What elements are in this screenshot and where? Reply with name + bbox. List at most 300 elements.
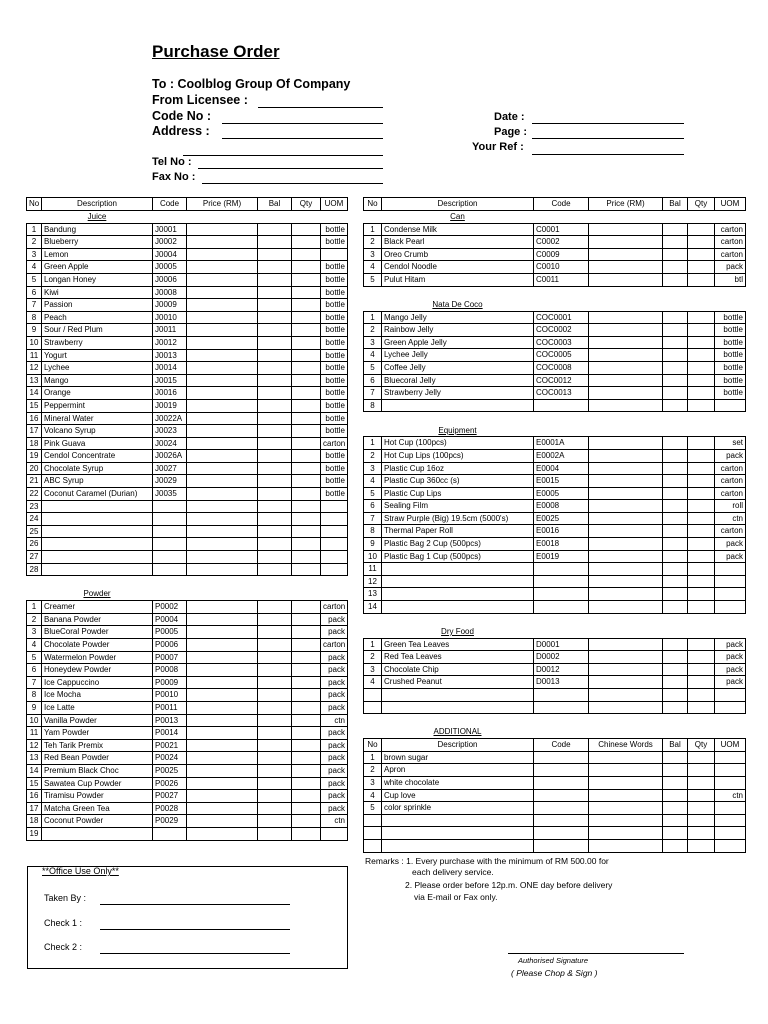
tel-no-field[interactable] <box>198 168 383 169</box>
code-no-field[interactable] <box>222 123 383 124</box>
price-cell[interactable] <box>589 223 663 236</box>
bal-cell[interactable] <box>663 802 688 815</box>
qty-cell[interactable] <box>292 286 321 299</box>
qty-cell[interactable] <box>292 563 321 576</box>
qty-cell[interactable] <box>292 324 321 337</box>
bal-cell[interactable] <box>663 588 688 601</box>
qty-cell[interactable] <box>292 488 321 501</box>
bal-cell[interactable] <box>663 563 688 576</box>
item-description: Green Apple <box>42 261 153 274</box>
price-cell[interactable] <box>589 273 663 286</box>
bal-cell[interactable] <box>663 487 688 500</box>
price-cell[interactable] <box>187 223 258 236</box>
price-cell[interactable] <box>187 790 258 803</box>
bal-cell[interactable] <box>663 776 688 789</box>
qty-cell[interactable] <box>292 311 321 324</box>
price-cell[interactable] <box>187 777 258 790</box>
bal-cell[interactable] <box>663 663 688 676</box>
qty-cell[interactable] <box>688 500 715 513</box>
price-cell[interactable] <box>589 399 663 412</box>
price-cell[interactable] <box>589 651 663 664</box>
bal-cell[interactable] <box>258 739 292 752</box>
bal-cell[interactable] <box>663 223 688 236</box>
qty-cell[interactable] <box>292 802 321 815</box>
price-cell[interactable] <box>589 487 663 500</box>
bal-cell[interactable] <box>258 752 292 765</box>
bal-cell[interactable] <box>258 827 292 840</box>
taken-by-field[interactable] <box>100 904 290 905</box>
price-cell[interactable] <box>187 538 258 551</box>
bal-cell[interactable] <box>258 475 292 488</box>
right-product-table <box>363 197 746 853</box>
price-cell[interactable] <box>589 638 663 651</box>
bal-cell[interactable] <box>258 551 292 564</box>
bal-cell[interactable] <box>258 701 292 714</box>
price-cell[interactable] <box>187 450 258 463</box>
bal-cell[interactable] <box>258 399 292 412</box>
price-cell[interactable] <box>187 437 258 450</box>
qty-cell[interactable] <box>688 324 715 337</box>
bal-cell[interactable] <box>258 538 292 551</box>
bal-cell[interactable] <box>663 814 688 827</box>
price-cell[interactable] <box>187 412 258 425</box>
bal-cell[interactable] <box>258 374 292 387</box>
price-cell[interactable] <box>187 399 258 412</box>
price-cell[interactable] <box>589 575 663 588</box>
bal-cell[interactable] <box>258 223 292 236</box>
check-2-field[interactable] <box>100 953 290 954</box>
item-description <box>42 513 153 526</box>
qty-cell[interactable] <box>292 412 321 425</box>
bal-cell[interactable] <box>663 550 688 563</box>
price-cell[interactable] <box>589 525 663 538</box>
bal-cell[interactable] <box>258 777 292 790</box>
bal-cell[interactable] <box>663 512 688 525</box>
qty-cell[interactable] <box>688 525 715 538</box>
bal-cell[interactable] <box>258 450 292 463</box>
bal-cell[interactable] <box>663 789 688 802</box>
bal-cell[interactable] <box>258 311 292 324</box>
page-field[interactable] <box>532 138 684 139</box>
bal-cell[interactable] <box>258 412 292 425</box>
bal-cell[interactable] <box>258 626 292 639</box>
qty-cell[interactable] <box>688 236 715 249</box>
bal-cell[interactable] <box>258 248 292 261</box>
bal-cell[interactable] <box>663 361 688 374</box>
bal-cell[interactable] <box>663 525 688 538</box>
uom-cell: ctn <box>715 512 746 525</box>
qty-cell[interactable] <box>688 802 715 815</box>
qty-cell[interactable] <box>688 676 715 689</box>
qty-cell[interactable] <box>688 814 715 827</box>
price-cell[interactable] <box>187 324 258 337</box>
bal-cell[interactable] <box>663 638 688 651</box>
bal-cell[interactable] <box>258 437 292 450</box>
price-cell[interactable] <box>187 802 258 815</box>
table-row <box>27 651 348 664</box>
price-cell[interactable] <box>589 764 663 777</box>
qty-cell[interactable] <box>292 601 321 614</box>
qty-cell[interactable] <box>292 676 321 689</box>
price-cell[interactable] <box>589 500 663 513</box>
uom-cell: bottle <box>321 299 348 312</box>
price-cell[interactable] <box>589 814 663 827</box>
qty-cell[interactable] <box>688 701 715 714</box>
item-description: Sour / Red Plum <box>42 324 153 337</box>
bal-cell[interactable] <box>258 261 292 274</box>
check-1-field[interactable] <box>100 929 290 930</box>
qty-cell[interactable] <box>688 361 715 374</box>
qty-cell[interactable] <box>688 387 715 400</box>
price-cell[interactable] <box>589 462 663 475</box>
bal-cell[interactable] <box>663 374 688 387</box>
bal-cell[interactable] <box>663 827 688 840</box>
price-cell[interactable] <box>589 601 663 614</box>
price-cell[interactable] <box>187 701 258 714</box>
price-cell[interactable] <box>589 475 663 488</box>
qty-cell[interactable] <box>688 663 715 676</box>
bal-cell[interactable] <box>663 575 688 588</box>
qty-cell[interactable] <box>688 512 715 525</box>
price-cell[interactable] <box>589 802 663 815</box>
qty-cell[interactable] <box>292 790 321 803</box>
bal-cell[interactable] <box>663 349 688 362</box>
row-number: 12 <box>364 575 382 588</box>
bal-cell[interactable] <box>663 462 688 475</box>
qty-cell[interactable] <box>688 601 715 614</box>
bal-cell[interactable] <box>663 273 688 286</box>
qty-cell[interactable] <box>292 689 321 702</box>
qty-cell[interactable] <box>688 839 715 852</box>
qty-cell[interactable] <box>688 248 715 261</box>
qty-cell[interactable] <box>292 362 321 375</box>
signature-line[interactable] <box>508 953 684 954</box>
bal-cell[interactable] <box>663 324 688 337</box>
bal-cell[interactable] <box>258 815 292 828</box>
price-cell[interactable] <box>187 815 258 828</box>
qty-cell[interactable] <box>688 223 715 236</box>
price-cell[interactable] <box>589 248 663 261</box>
price-cell[interactable] <box>187 639 258 652</box>
qty-cell[interactable] <box>292 399 321 412</box>
qty-cell[interactable] <box>688 563 715 576</box>
bal-cell[interactable] <box>258 651 292 664</box>
price-cell[interactable] <box>589 236 663 249</box>
price-cell[interactable] <box>187 475 258 488</box>
price-cell[interactable] <box>589 512 663 525</box>
qty-cell[interactable] <box>688 638 715 651</box>
bal-cell[interactable] <box>663 311 688 324</box>
qty-cell[interactable] <box>292 739 321 752</box>
price-cell[interactable] <box>589 588 663 601</box>
price-cell[interactable] <box>187 273 258 286</box>
qty-cell[interactable] <box>688 336 715 349</box>
qty-cell[interactable] <box>292 815 321 828</box>
bal-cell[interactable] <box>663 475 688 488</box>
price-cell[interactable] <box>187 311 258 324</box>
price-cell[interactable] <box>187 714 258 727</box>
row-number: 27 <box>27 551 42 564</box>
price-cell[interactable] <box>589 839 663 852</box>
price-cell[interactable] <box>589 336 663 349</box>
bal-cell[interactable] <box>258 387 292 400</box>
price-cell[interactable] <box>187 374 258 387</box>
price-cell[interactable] <box>589 449 663 462</box>
bal-cell[interactable] <box>258 299 292 312</box>
qty-cell[interactable] <box>292 437 321 450</box>
your-ref-field[interactable] <box>532 154 684 155</box>
price-cell[interactable] <box>187 827 258 840</box>
price-cell[interactable] <box>187 387 258 400</box>
qty-cell[interactable] <box>688 550 715 563</box>
address-field-line-1[interactable] <box>222 138 383 139</box>
price-cell[interactable] <box>187 362 258 375</box>
fax-no-field[interactable] <box>202 183 383 184</box>
price-cell[interactable] <box>589 374 663 387</box>
qty-cell[interactable] <box>292 223 321 236</box>
section-label: Nata De Coco <box>432 299 483 309</box>
qty-cell[interactable] <box>688 827 715 840</box>
price-cell[interactable] <box>589 676 663 689</box>
bal-cell[interactable] <box>663 701 688 714</box>
price-cell[interactable] <box>589 689 663 702</box>
address-field-line-2[interactable] <box>183 155 383 156</box>
price-cell[interactable] <box>187 336 258 349</box>
bal-cell[interactable] <box>663 689 688 702</box>
bal-cell[interactable] <box>663 336 688 349</box>
price-cell[interactable] <box>187 299 258 312</box>
qty-cell[interactable] <box>292 664 321 677</box>
price-cell[interactable] <box>187 739 258 752</box>
price-cell[interactable] <box>187 525 258 538</box>
bal-cell[interactable] <box>258 764 292 777</box>
price-cell[interactable] <box>187 689 258 702</box>
price-cell[interactable] <box>187 752 258 765</box>
bal-cell[interactable] <box>663 500 688 513</box>
qty-cell[interactable] <box>292 273 321 286</box>
qty-cell[interactable] <box>292 551 321 564</box>
price-cell[interactable] <box>187 563 258 576</box>
qty-cell[interactable] <box>292 236 321 249</box>
qty-cell[interactable] <box>292 425 321 438</box>
qty-cell[interactable] <box>292 525 321 538</box>
bal-cell[interactable] <box>258 790 292 803</box>
qty-cell[interactable] <box>688 538 715 551</box>
qty-cell[interactable] <box>292 349 321 362</box>
price-cell[interactable] <box>187 248 258 261</box>
bal-cell[interactable] <box>258 336 292 349</box>
qty-cell[interactable] <box>292 752 321 765</box>
price-cell[interactable] <box>589 261 663 274</box>
price-cell[interactable] <box>187 727 258 740</box>
bal-cell[interactable] <box>663 651 688 664</box>
table-row <box>27 299 348 312</box>
qty-cell[interactable] <box>688 311 715 324</box>
qty-cell[interactable] <box>292 651 321 664</box>
qty-cell[interactable] <box>292 626 321 639</box>
uom-cell: bottle <box>715 336 746 349</box>
item-description: Plastic Cup 16oz <box>382 462 534 475</box>
bal-cell[interactable] <box>258 500 292 513</box>
qty-cell[interactable] <box>292 374 321 387</box>
qty-cell[interactable] <box>292 777 321 790</box>
qty-cell[interactable] <box>688 399 715 412</box>
qty-cell[interactable] <box>688 437 715 450</box>
qty-cell[interactable] <box>292 538 321 551</box>
qty-cell[interactable] <box>688 776 715 789</box>
qty-cell[interactable] <box>292 299 321 312</box>
bal-cell[interactable] <box>258 601 292 614</box>
table-row <box>364 361 746 374</box>
item-description: Green Tea Leaves <box>382 638 534 651</box>
section-row <box>364 626 746 639</box>
qty-cell[interactable] <box>688 588 715 601</box>
bal-cell[interactable] <box>663 764 688 777</box>
bal-cell[interactable] <box>258 425 292 438</box>
bal-cell[interactable] <box>258 689 292 702</box>
price-cell[interactable] <box>187 236 258 249</box>
qty-cell[interactable] <box>688 751 715 764</box>
price-cell[interactable] <box>187 601 258 614</box>
row-number: 4 <box>364 349 382 362</box>
qty-cell[interactable] <box>292 613 321 626</box>
bal-cell[interactable] <box>258 236 292 249</box>
qty-cell[interactable] <box>292 462 321 475</box>
bal-cell[interactable] <box>663 839 688 852</box>
table-row <box>364 814 746 827</box>
price-cell[interactable] <box>187 613 258 626</box>
bal-cell[interactable] <box>258 362 292 375</box>
qty-cell[interactable] <box>292 714 321 727</box>
qty-cell[interactable] <box>688 475 715 488</box>
qty-cell[interactable] <box>292 261 321 274</box>
price-cell[interactable] <box>589 361 663 374</box>
qty-cell[interactable] <box>688 689 715 702</box>
bal-cell[interactable] <box>663 399 688 412</box>
qty-cell[interactable] <box>292 513 321 526</box>
bal-cell[interactable] <box>663 449 688 462</box>
qty-cell[interactable] <box>292 701 321 714</box>
bal-cell[interactable] <box>258 802 292 815</box>
bal-cell[interactable] <box>258 488 292 501</box>
bal-cell[interactable] <box>663 248 688 261</box>
qty-cell[interactable] <box>688 349 715 362</box>
bal-cell[interactable] <box>258 513 292 526</box>
price-cell[interactable] <box>187 651 258 664</box>
bal-cell[interactable] <box>663 601 688 614</box>
price-cell[interactable] <box>589 387 663 400</box>
price-cell[interactable] <box>187 349 258 362</box>
qty-cell[interactable] <box>688 651 715 664</box>
qty-cell[interactable] <box>688 789 715 802</box>
bal-cell[interactable] <box>663 437 688 450</box>
price-cell[interactable] <box>187 513 258 526</box>
price-cell[interactable] <box>589 776 663 789</box>
price-cell[interactable] <box>589 789 663 802</box>
qty-cell[interactable] <box>292 500 321 513</box>
price-cell[interactable] <box>187 286 258 299</box>
date-field[interactable] <box>532 123 684 124</box>
price-cell[interactable] <box>589 701 663 714</box>
bal-cell[interactable] <box>663 236 688 249</box>
bal-cell[interactable] <box>258 349 292 362</box>
qty-cell[interactable] <box>688 575 715 588</box>
item-code: P0021 <box>153 739 187 752</box>
bal-cell[interactable] <box>258 563 292 576</box>
bal-cell[interactable] <box>663 751 688 764</box>
price-cell[interactable] <box>187 551 258 564</box>
qty-cell[interactable] <box>292 727 321 740</box>
price-cell[interactable] <box>187 462 258 475</box>
bal-cell[interactable] <box>258 639 292 652</box>
qty-cell[interactable] <box>292 336 321 349</box>
qty-cell[interactable] <box>292 387 321 400</box>
price-cell[interactable] <box>187 764 258 777</box>
price-cell[interactable] <box>589 538 663 551</box>
bal-cell[interactable] <box>258 324 292 337</box>
price-cell[interactable] <box>589 324 663 337</box>
price-cell[interactable] <box>589 563 663 576</box>
price-cell[interactable] <box>187 488 258 501</box>
price-cell[interactable] <box>589 550 663 563</box>
bal-cell[interactable] <box>258 525 292 538</box>
item-code: J0029 <box>153 475 187 488</box>
bal-cell[interactable] <box>663 387 688 400</box>
qty-cell[interactable] <box>688 374 715 387</box>
qty-cell[interactable] <box>292 450 321 463</box>
price-cell[interactable] <box>187 500 258 513</box>
qty-cell[interactable] <box>292 475 321 488</box>
qty-cell[interactable] <box>688 449 715 462</box>
qty-cell[interactable] <box>688 273 715 286</box>
bal-cell[interactable] <box>258 613 292 626</box>
bal-cell[interactable] <box>258 676 292 689</box>
bal-cell[interactable] <box>663 261 688 274</box>
bal-cell[interactable] <box>663 676 688 689</box>
from-licensee-field[interactable] <box>258 107 383 108</box>
price-cell[interactable] <box>187 676 258 689</box>
bal-cell[interactable] <box>258 462 292 475</box>
price-cell[interactable] <box>589 311 663 324</box>
table-row <box>27 701 348 714</box>
qty-cell[interactable] <box>292 764 321 777</box>
qty-cell[interactable] <box>688 764 715 777</box>
price-cell[interactable] <box>589 437 663 450</box>
bal-cell[interactable] <box>663 538 688 551</box>
price-cell[interactable] <box>589 349 663 362</box>
bal-cell[interactable] <box>258 273 292 286</box>
qty-cell[interactable] <box>688 261 715 274</box>
bal-cell[interactable] <box>258 286 292 299</box>
item-code <box>534 601 589 614</box>
item-code: J0024 <box>153 437 187 450</box>
qty-cell[interactable] <box>292 827 321 840</box>
bal-cell[interactable] <box>258 727 292 740</box>
price-cell[interactable] <box>589 751 663 764</box>
price-cell[interactable] <box>187 261 258 274</box>
price-cell[interactable] <box>589 663 663 676</box>
qty-cell[interactable] <box>292 639 321 652</box>
price-cell[interactable] <box>187 664 258 677</box>
price-cell[interactable] <box>187 425 258 438</box>
bal-cell[interactable] <box>258 714 292 727</box>
qty-cell[interactable] <box>292 248 321 261</box>
price-cell[interactable] <box>187 626 258 639</box>
price-cell[interactable] <box>589 827 663 840</box>
qty-cell[interactable] <box>688 462 715 475</box>
qty-cell[interactable] <box>688 487 715 500</box>
bal-cell[interactable] <box>258 664 292 677</box>
